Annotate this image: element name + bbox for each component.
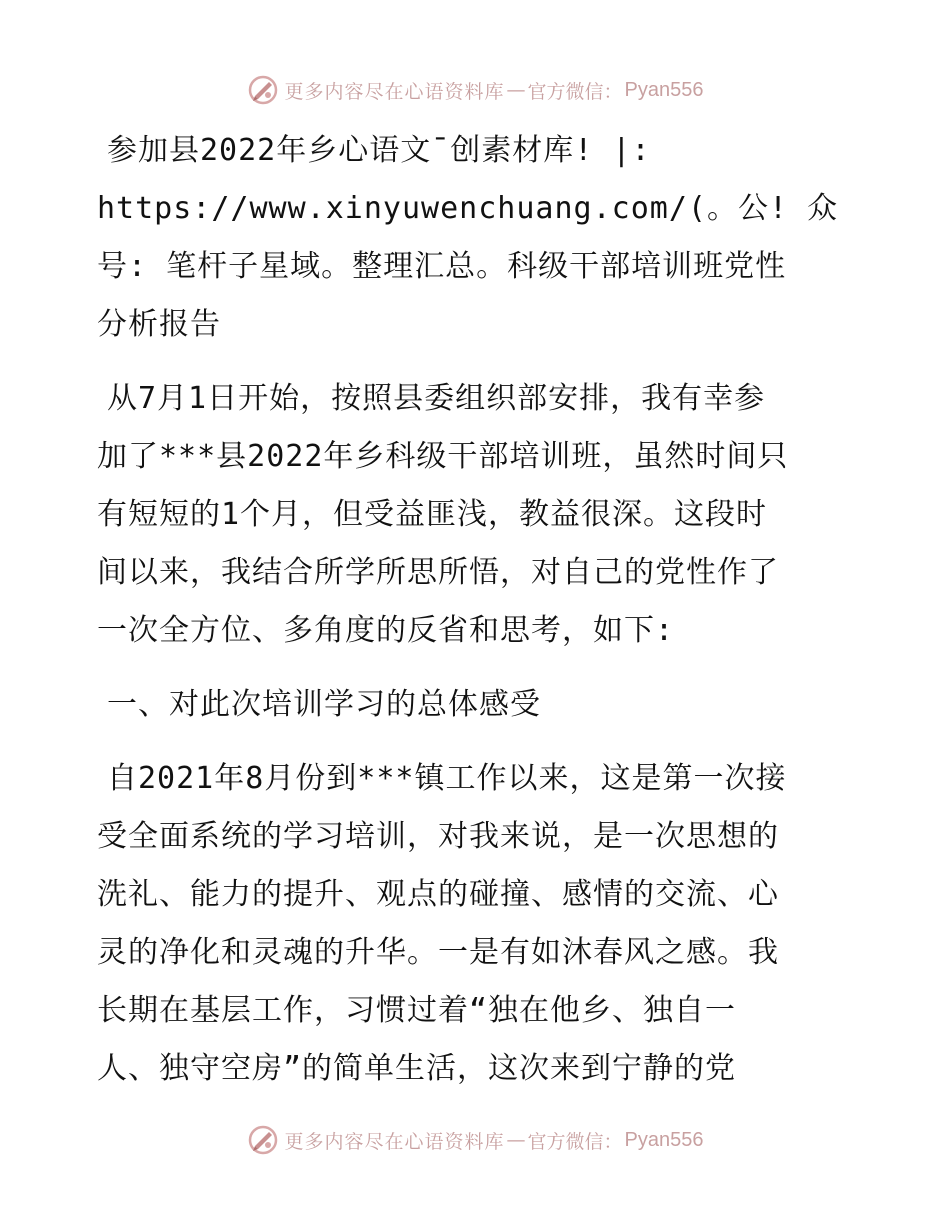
text-line: 人、独守空房”的简单生活，这次来到宁静的党 [97, 1051, 737, 1086]
watermark-id-text: Pyan556 [624, 1128, 704, 1151]
text-line: 灵的净化和灵魂的升华。一是有如沐春风之感。我 [97, 935, 779, 970]
watermark-banner-bottom [0, 1122, 950, 1158]
watermark-main-text: 更多内容尽在心语资料库 [284, 1130, 505, 1153]
paragraph-intro [97, 370, 867, 660]
text-line: 一、对此次培训学习的总体感受 [107, 687, 541, 722]
watermark-sub-text: 官方微信： [527, 80, 623, 103]
watermark-sub-text: 官方微信： [527, 1130, 623, 1153]
watermark-banner-top [0, 72, 950, 108]
text-line: 号: 笔杆子星域。整理汇总。科级干部培训班党性 [97, 249, 787, 284]
text-line: 从7月1日开始，按照县委组织部安排，我有幸参 [107, 381, 766, 416]
text-line: 有短短的1个月，但受益匪浅，教益很深。这段时 [97, 497, 768, 532]
watermark-id-text: Pyan556 [624, 78, 704, 101]
watermark-separator: — [506, 79, 526, 101]
text-line: 间以来，我结合所学所思所悟，对自己的党性作了 [97, 555, 779, 590]
brand-logo-icon [247, 1124, 279, 1156]
text-line: https://www.xinyuwenchuang.com/(。公! 众 [97, 191, 839, 226]
text-line: 长期在基层工作，习惯过着“独在他乡、独自一 [97, 993, 737, 1028]
section-heading [97, 676, 867, 734]
text-line: 洗礼、能力的提升、观点的碰撞、感情的交流、心 [97, 877, 779, 912]
text-line: 分析报告 [97, 307, 221, 342]
paragraph-title [97, 122, 867, 354]
brand-logo-icon [247, 74, 279, 106]
text-line: 自2021年8月份到***镇工作以来，这是第一次接 [107, 761, 787, 796]
text-line: 加了***县2022年乡科级干部培训班，虽然时间只 [97, 439, 789, 474]
paragraph-body [97, 750, 867, 1098]
watermark-separator: — [506, 1129, 526, 1151]
text-line: 受全面系统的学习培训，对我来说，是一次思想的 [97, 819, 779, 854]
document-body [97, 122, 867, 1098]
watermark-main-text: 更多内容尽在心语资料库 [284, 80, 505, 103]
text-line: 参加县2022年乡心语文¯创素材库! |: [107, 133, 651, 168]
text-line: 一次全方位、多角度的反省和思考，如下: [97, 613, 675, 648]
